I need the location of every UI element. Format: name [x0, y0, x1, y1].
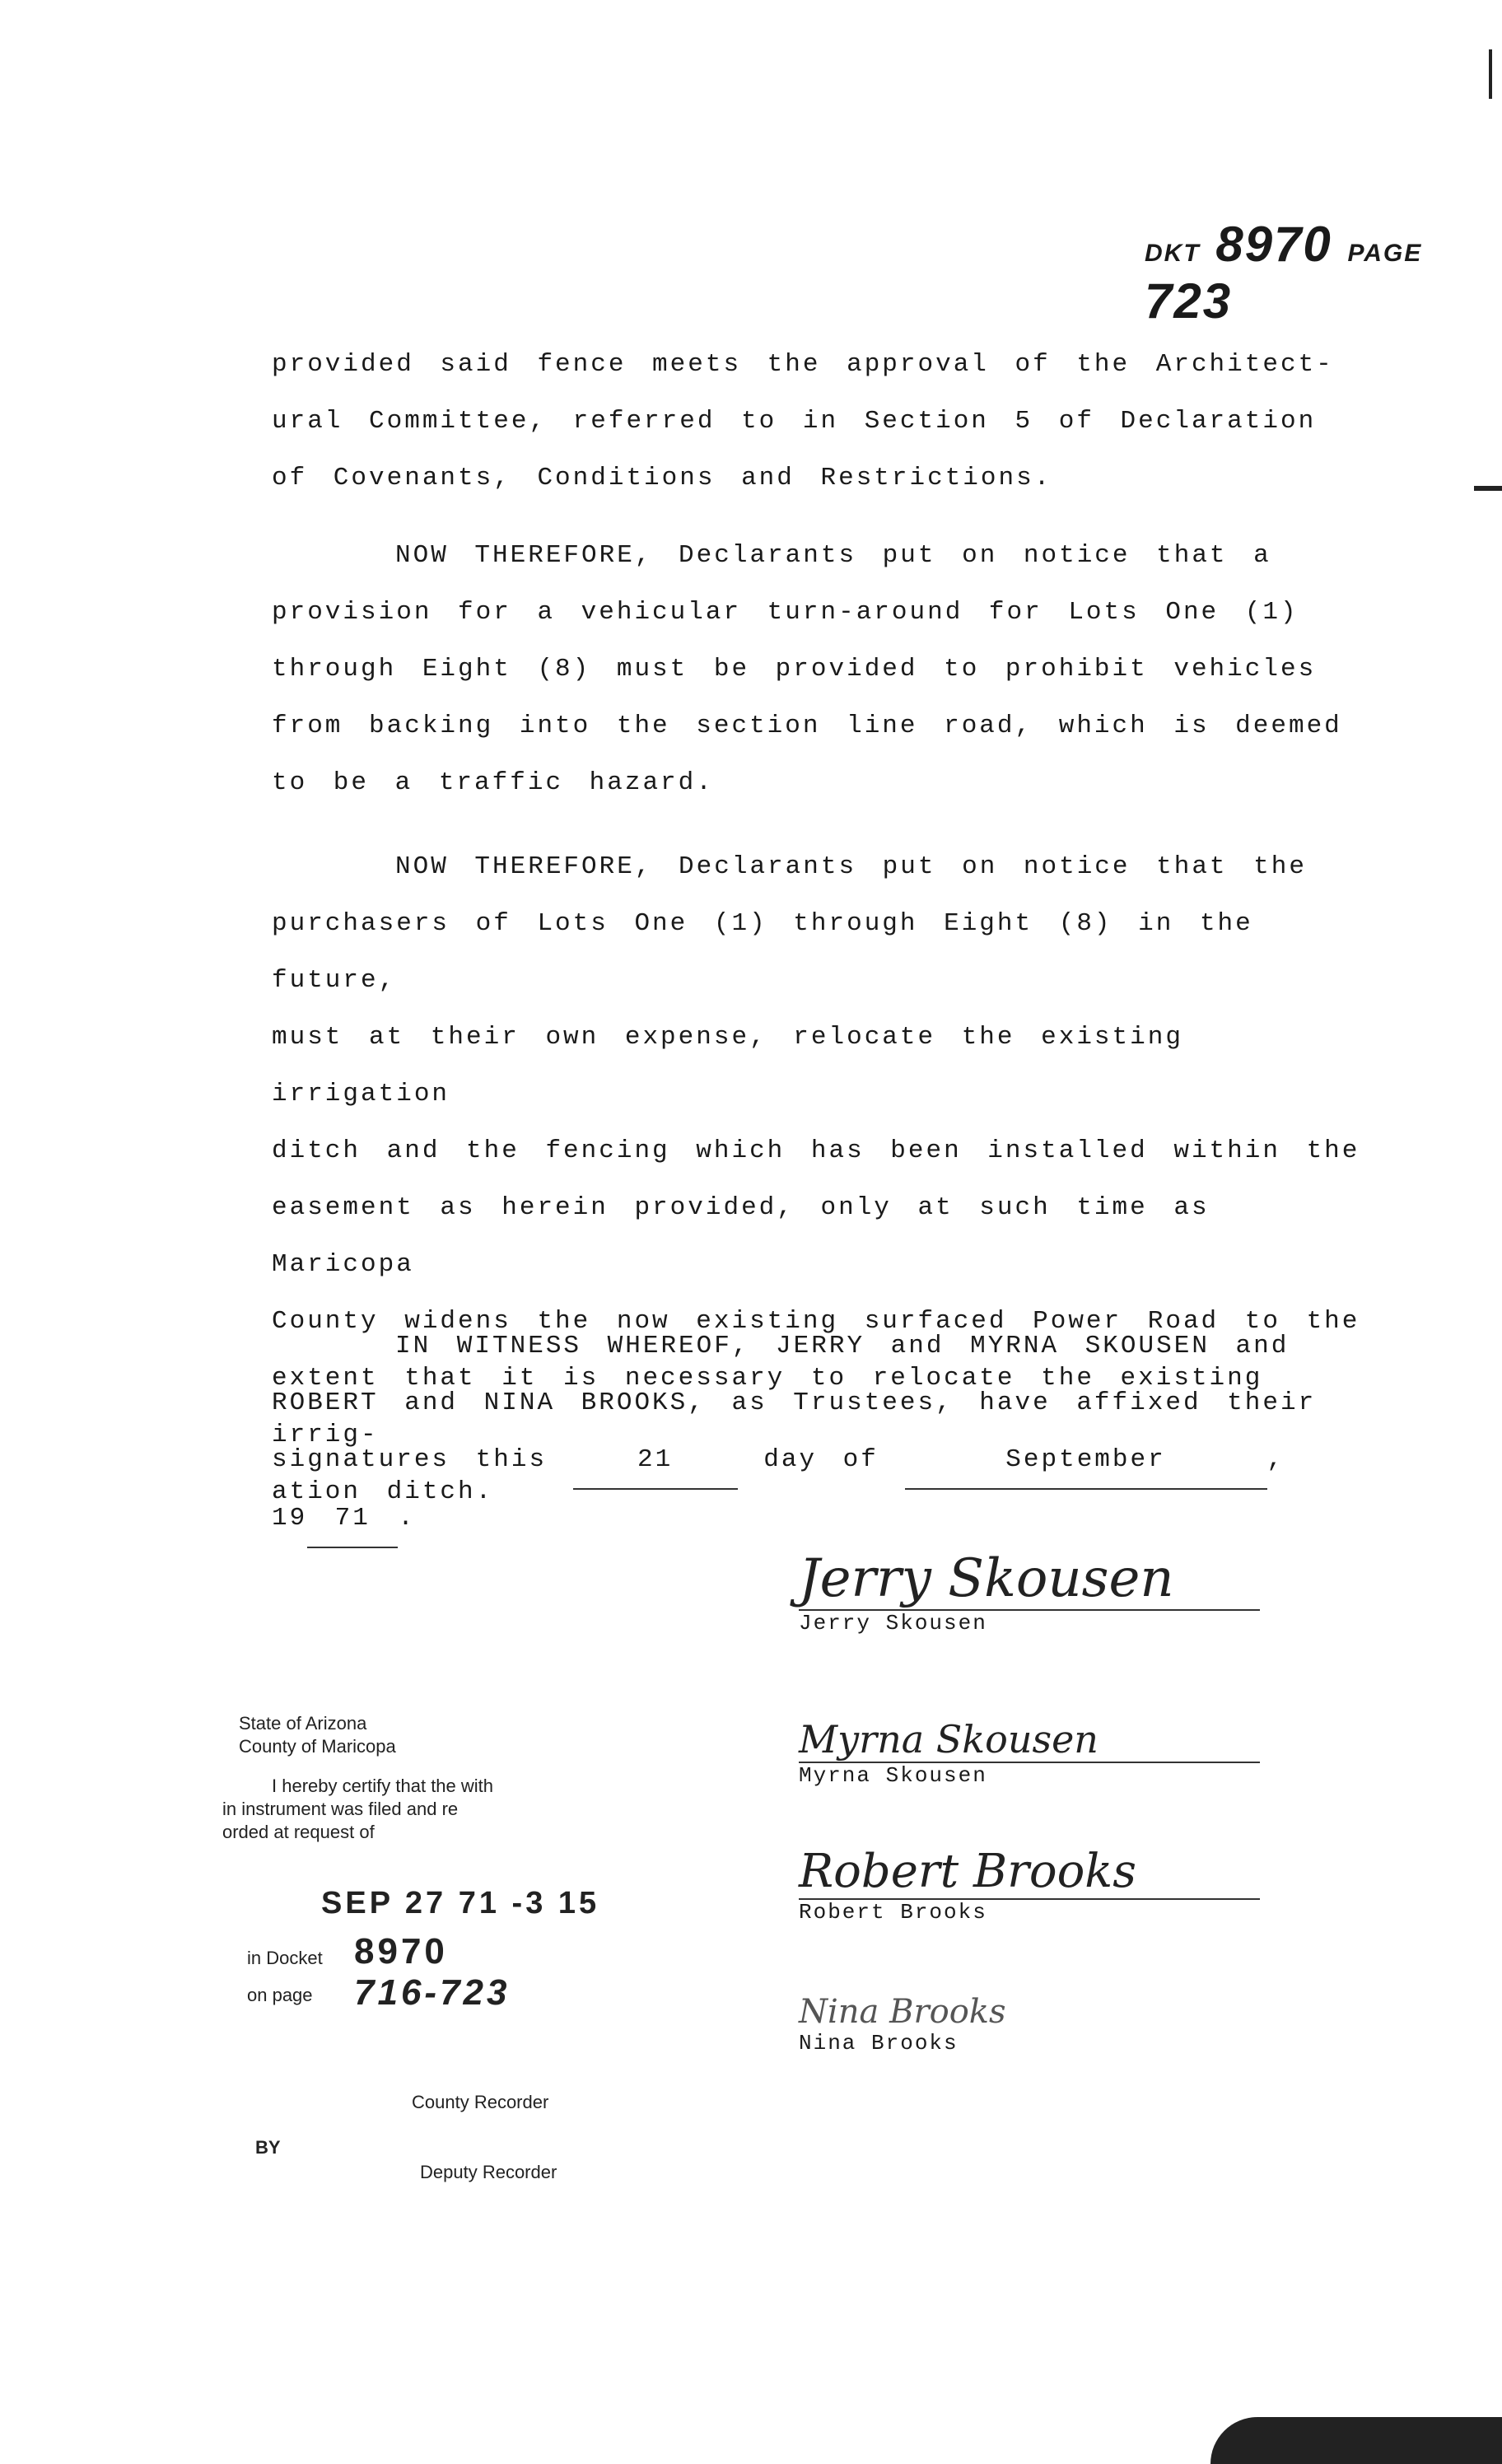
recording-stamp: [206, 1713, 733, 2240]
text-line: through Eight (8) must be provided to prohibit vehicles: [272, 655, 1317, 684]
text-line: provision for a vehicular turn-around for Lots One (1): [272, 598, 1299, 627]
text-line: IN WITNESS WHEREOF, JERRY and MYRNA SKOUSEN and: [395, 1332, 1290, 1360]
year-line: [272, 1490, 1367, 1548]
text-line: ation ditch.: [272, 1477, 494, 1506]
scan-corner-shadow: [1210, 2417, 1502, 2464]
stamp-certify-2: in instrument was filed and re: [222, 1799, 459, 1819]
docket-page-reference: [1145, 216, 1502, 329]
signatory-name: Robert Brooks: [799, 1900, 987, 1925]
signature-script: Jerry Skousen: [799, 1548, 1174, 1609]
signature-date-line: [272, 1431, 1367, 1490]
docket-label: DKT: [1145, 240, 1201, 267]
text-line: purchasers of Lots One (1) through Eight (8) in the future,: [272, 909, 1253, 995]
stamp-pages: 716-723: [354, 1972, 511, 2013]
text-fragment: 19: [272, 1504, 308, 1533]
text-fragment: .: [398, 1504, 416, 1533]
text-line: of Covenants, Conditions and Restrictions.: [272, 464, 1052, 492]
month-field: September: [905, 1431, 1267, 1490]
stamp-county: County of Maricopa: [239, 1736, 396, 1757]
signatory-name: Myrna Skousen: [799, 1763, 987, 1788]
text-line: from backing into the section line road, which is deemed: [272, 712, 1342, 740]
page-label: PAGE: [1347, 240, 1423, 267]
docket-number: 8970: [1215, 217, 1332, 272]
stamp-certify-1: I hereby certify that the with: [272, 1776, 494, 1796]
stamp-page-label: on page: [247, 1985, 313, 2005]
text-line: to be a traffic hazard.: [272, 768, 714, 797]
text-fragment: ,: [1266, 1445, 1285, 1474]
text-line: provided said fence meets the approval of the Architect-: [272, 350, 1334, 379]
signature-nina-brooks: [799, 1993, 1006, 2056]
scan-edge-mark: [1474, 486, 1502, 491]
text-fragment: day of: [763, 1445, 879, 1474]
page-number: 723: [1145, 273, 1233, 329]
text-line: extent that it is necessary to relocate the existing irrig-: [272, 1364, 1263, 1449]
text-line: County widens the now existing surfaced Power Road to the: [272, 1307, 1360, 1336]
stamp-state: State of Arizona: [239, 1713, 367, 1734]
stamp-filed-date: SEP 27 71 -3 15: [321, 1886, 600, 1920]
text-line: ural Committee, referred to in Section 5 of Declaration: [272, 407, 1317, 436]
text-fragment: signatures this: [272, 1445, 548, 1474]
scan-edge-mark: [1489, 49, 1492, 99]
text-line: easement as herein provided, only at such time as Maricopa: [272, 1193, 1210, 1279]
text-line: ditch and the fencing which has been installed within the: [272, 1136, 1360, 1165]
text-line: NOW THEREFORE, Declarants put on notice that the: [395, 852, 1307, 881]
signature-script: Myrna Skousen: [799, 1717, 1099, 1762]
stamp-deputy: Deputy Recorder: [420, 2162, 557, 2182]
text-line: must at their own expense, relocate the existing irrigation: [272, 1023, 1183, 1108]
signatory-name: Nina Brooks: [799, 2031, 959, 2056]
stamp-by-label: BY: [255, 2137, 281, 2158]
paragraph-turnaround: [272, 527, 1367, 811]
year-field: 71: [307, 1490, 398, 1548]
text-line: ROBERT and NINA BROOKS, as Trustees, have affixed their: [272, 1388, 1317, 1417]
stamp-docket-label: in Docket: [247, 1948, 323, 1968]
signature-script: Nina Brooks: [799, 1993, 1006, 2031]
text-line: NOW THEREFORE, Declarants put on notice that a: [395, 541, 1271, 570]
day-field: 21: [573, 1431, 738, 1490]
stamp-certify-3: orded at request of: [222, 1822, 375, 1842]
signature-jerry-skousen: [799, 1548, 1260, 1636]
witness-paragraph: [272, 1318, 1367, 1548]
stamp-docket-number: 8970: [354, 1931, 448, 1972]
paragraph-fence: [272, 336, 1367, 506]
signature-robert-brooks: [799, 1845, 1260, 1925]
stamp-recorder: County Recorder: [412, 2092, 549, 2112]
signature-myrna-skousen: [799, 1717, 1260, 1788]
signatory-name: Jerry Skousen: [799, 1611, 987, 1636]
signature-script: Robert Brooks: [799, 1845, 1136, 1898]
